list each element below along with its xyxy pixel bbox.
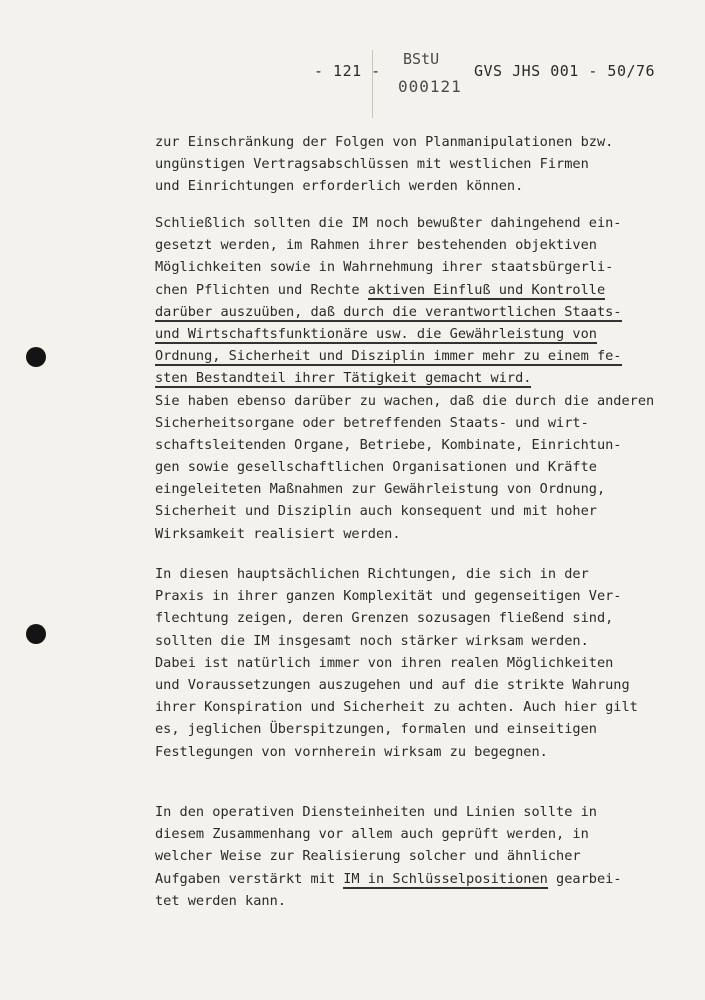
text-line: und Einrichtungen erforderlich werden können. [155, 178, 524, 195]
text-line: sollten die IM insgesamt noch stärker wirksam werden. [155, 632, 589, 649]
archive-stamp [372, 50, 462, 118]
text-line: tet werden kann. [155, 892, 286, 909]
text-line: Dabei ist natürlich immer von ihren realen Möglichkeiten [155, 654, 614, 671]
text-line: Möglichkeiten sowie in Wahrnehmung ihrer staatsbürgerli- [155, 259, 614, 276]
text-line: es, jeglichen Überspitzungen, formalen und einseitigen [155, 721, 597, 738]
underlined-text: aktiven Einfluß und Kontrolle [367, 281, 606, 298]
text-line [155, 868, 705, 890]
punch-hole [26, 347, 46, 367]
text-line [155, 367, 705, 389]
text-line: flechtung zeigen, deren Grenzen sozusagen fließend sind, [155, 610, 614, 627]
text-line: ungünstigen Vertragsabschlüssen mit westlichen Firmen [155, 156, 589, 173]
text-line: Sicherheit und Disziplin auch konsequent und mit hoher [155, 503, 597, 520]
paragraph-2 [155, 212, 705, 545]
document-reference: GVS JHS 001 - 50/76 [474, 62, 656, 80]
paragraph-1 [155, 131, 705, 198]
text-line [155, 301, 705, 323]
text-segment: gearbei- [547, 870, 622, 887]
text-line: diesem Zusammenhang vor allem auch geprüft werden, in [155, 826, 589, 843]
text-line [155, 323, 705, 345]
text-line: eingeleiteten Maßnahmen zur Gewährleistung von Ordnung, [155, 481, 606, 498]
text-line: schaftsleitenden Organe, Betriebe, Kombinate, Einrichtun- [155, 436, 622, 453]
text-line: ihrer Konspiration und Sicherheit zu achten. Auch hier gilt [155, 699, 638, 716]
underlined-text: IM in Schlüsselpositionen [343, 870, 548, 887]
text-line: Schließlich sollten die IM noch bewußter dahingehend ein- [155, 215, 622, 231]
text-segment: chen Pflichten und Rechte [155, 281, 368, 298]
text-line: gesetzt werden, im Rahmen ihrer bestehenden objektiven [155, 237, 597, 254]
text-line: Festlegungen von vornherein wirksam zu begegnen. [155, 743, 548, 760]
text-line: gen sowie gesellschaftlichen Organisationen und Kräfte [155, 459, 597, 476]
text-line: und Voraussetzungen auszugehen und auf die strikte Wahrung [155, 676, 630, 693]
underlined-text: sten Bestandteil ihrer Tätigkeit gemacht wird. [155, 370, 532, 387]
text-line: welcher Weise zur Realisierung solcher und ähnlicher [155, 848, 581, 865]
text-line: Wirksamkeit realisiert werden. [155, 525, 401, 542]
text-line: In den operativen Diensteinheiten und Linien sollte in [155, 804, 597, 820]
text-line: zur Einschränkung der Folgen von Planmanipulationen bzw. [155, 134, 614, 150]
paragraph-4 [155, 801, 705, 912]
text-line [155, 345, 705, 367]
text-line [155, 279, 705, 301]
text-segment: Aufgaben verstärkt mit [155, 870, 344, 887]
stamp-archive-label: BStU [403, 50, 440, 68]
underlined-text: und Wirtschaftsfunktionäre usw. die Gewährleistung von [155, 325, 597, 342]
page-number: - 121 - [314, 62, 381, 80]
text-line: In diesen hauptsächlichen Richtungen, die sich in der [155, 566, 589, 582]
stamp-number: 000121 [398, 77, 462, 96]
underlined-text: Ordnung, Sicherheit und Disziplin immer mehr zu einem fe- [155, 348, 622, 365]
underlined-text: darüber auszuüben, daß durch die verantwortlichen Staats- [155, 303, 622, 320]
text-line: Sie haben ebenso darüber zu wachen, daß die durch die anderen [155, 392, 655, 409]
punch-hole [26, 624, 46, 644]
paragraph-3 [155, 563, 705, 763]
text-line: Praxis in ihrer ganzen Komplexität und gegenseitigen Ver- [155, 588, 622, 605]
text-line: Sicherheitsorgane oder betreffenden Staats- und wirt- [155, 414, 589, 431]
